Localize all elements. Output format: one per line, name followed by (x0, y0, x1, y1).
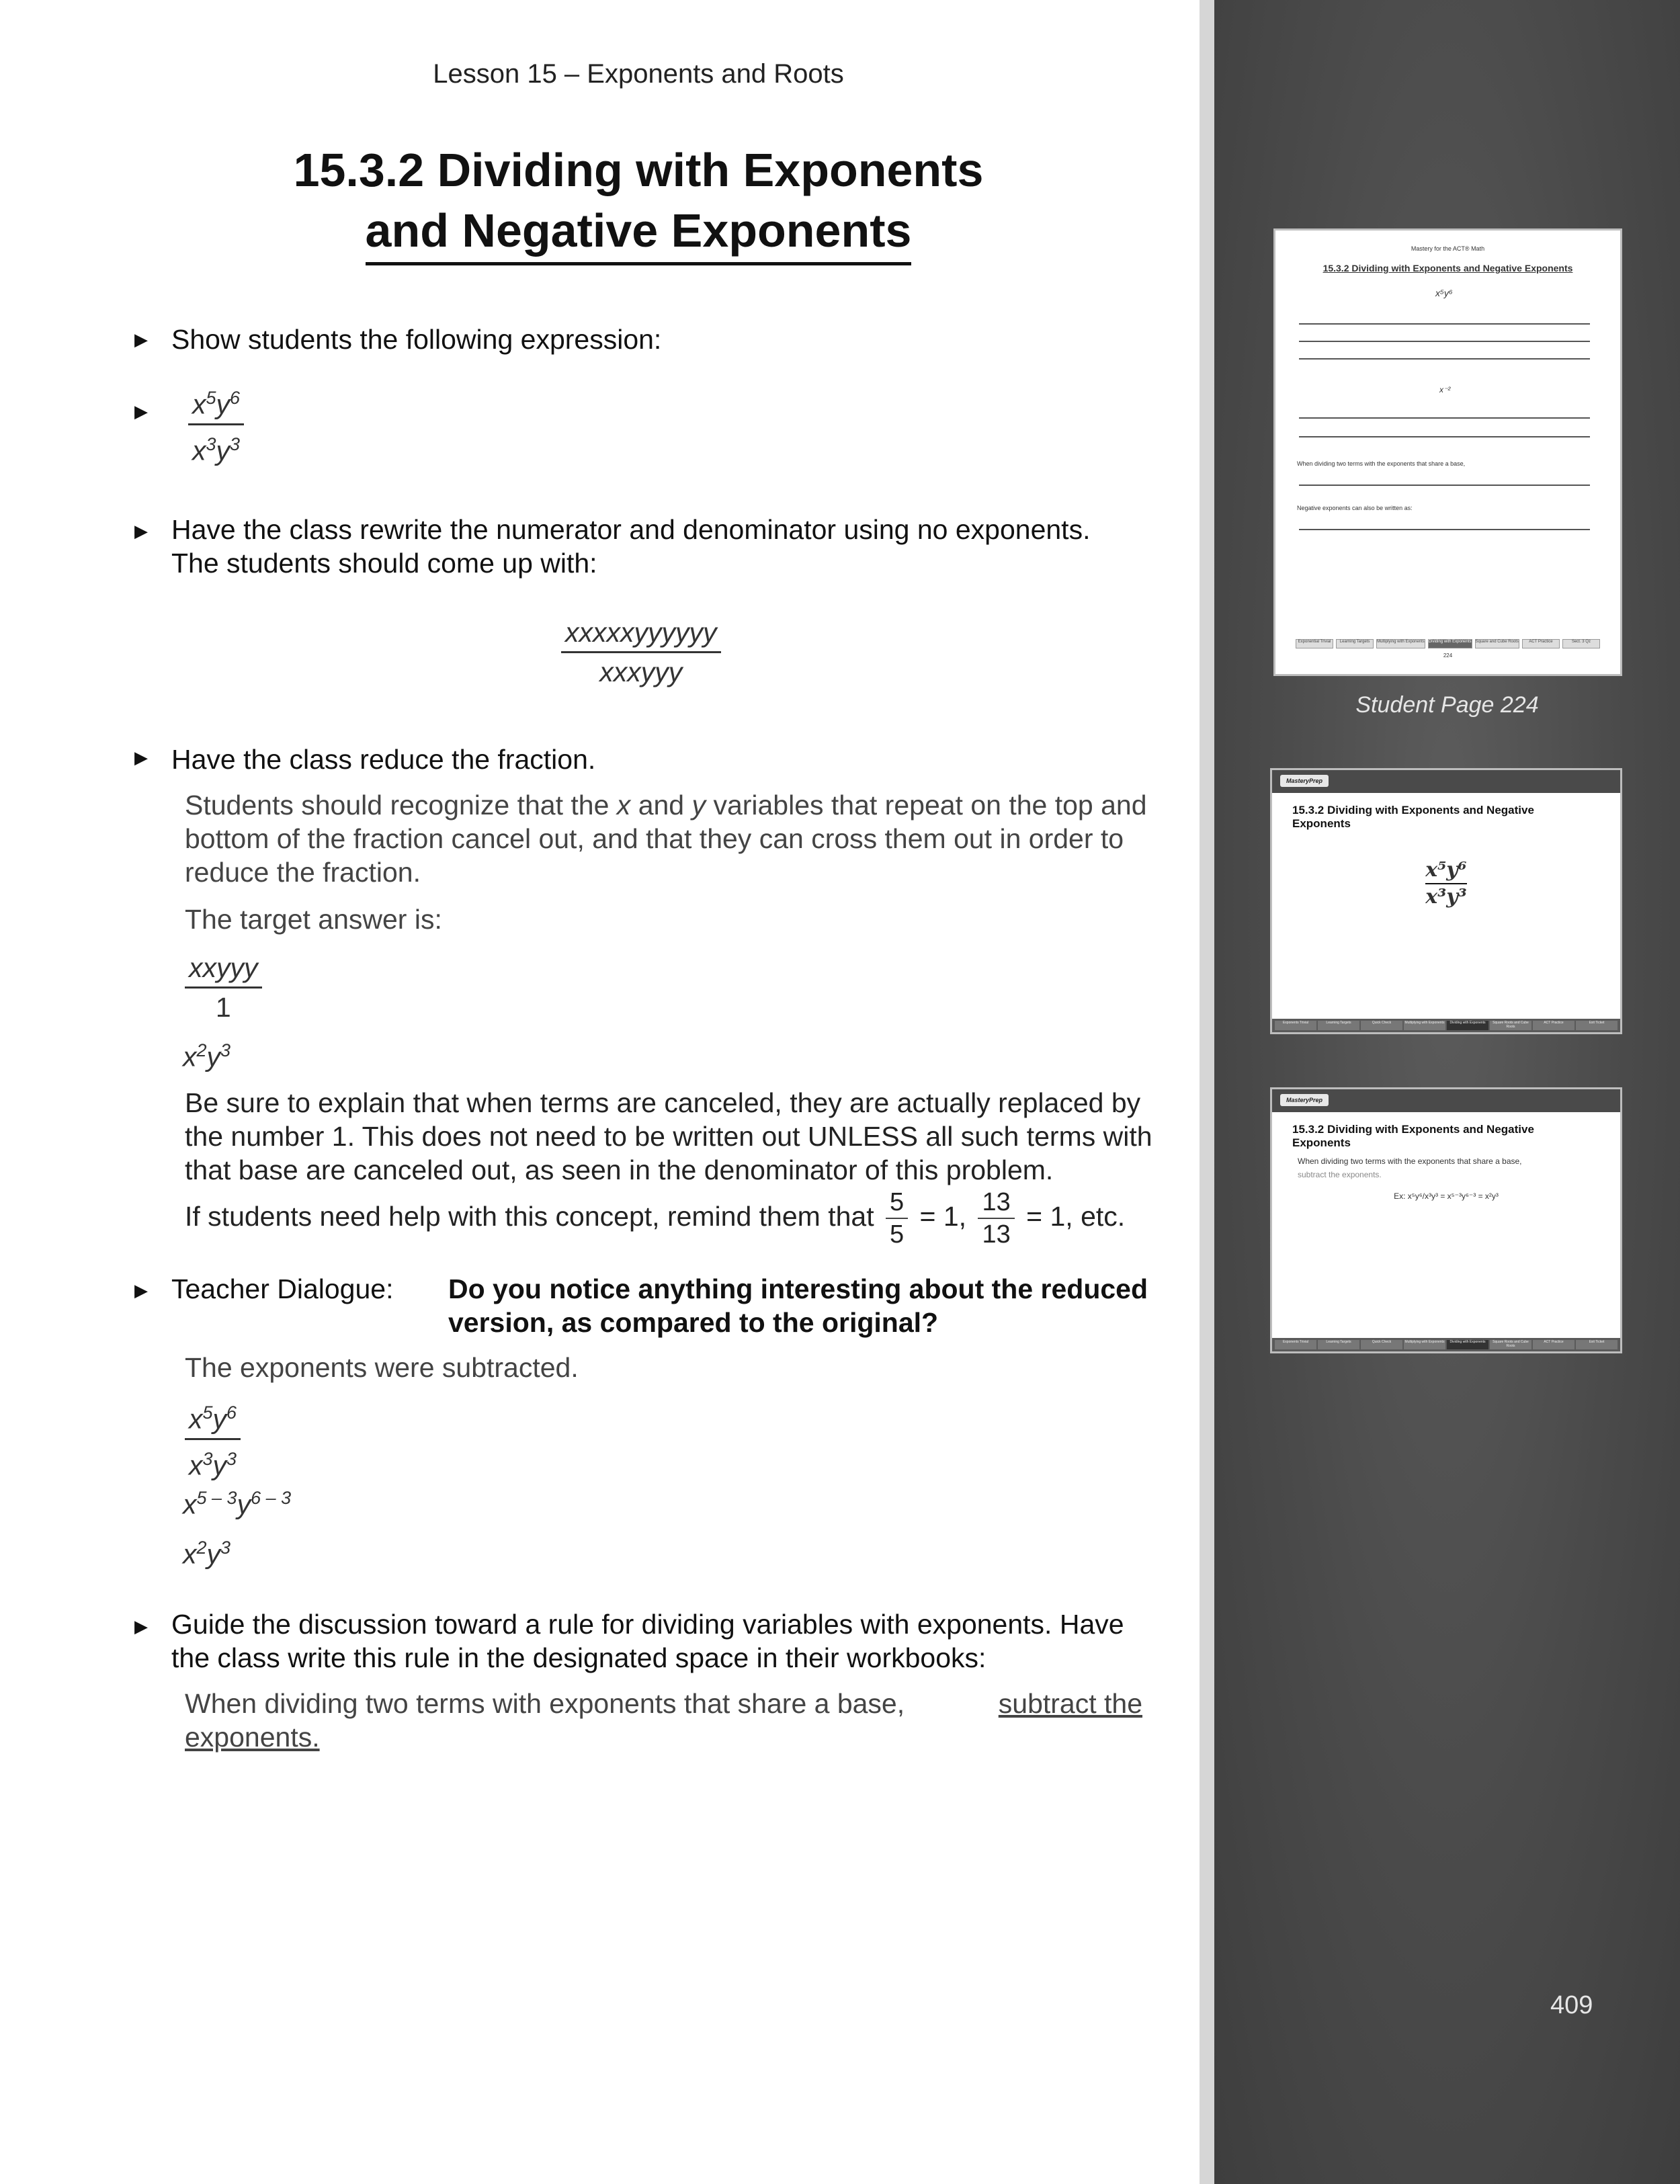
answer-simplified: $x^2y^3$ (183, 1040, 231, 1073)
dialogue-question: version, as compared to the original? (448, 1307, 939, 1338)
rule-text: When dividing two terms with exponents that share a base, subtract the (185, 1688, 1142, 1719)
note-text: The target answer is: (185, 904, 442, 935)
expanded-denominator: xxxyyy (599, 657, 683, 687)
section-title-line1: 15.3.2 Dividing with Exponents (293, 144, 984, 196)
slide-thumbnail-1: MasteryPrep 15.3.2 Dividing with Exponents and Negative Exponents x⁵y⁶ x³y³ Exponents Trivial Learning Targets Quick Check Multiplying with Exponents Dividing with Exponents Square Roots and Cube Roots ACT Practice Exit Ticket (1270, 768, 1622, 1034)
dialogue-label: Teacher Dialogue: (171, 1273, 394, 1304)
bullet-text: the class write this rule in the designated space in their workbooks: (171, 1642, 986, 1673)
answer-fraction: xxyyy 1 (185, 950, 262, 1025)
dialogue-answer: The exponents were subtracted. (185, 1352, 579, 1383)
bullet-arrow-icon: ▶ (134, 747, 148, 767)
bullet-arrow-icon: ▶ (134, 1616, 148, 1636)
mastery-prep-logo-icon: MasteryPrep (1280, 1094, 1329, 1106)
note-text: Students should recognize that the x and y variables that repeat on the top and (185, 790, 1147, 821)
page-number: 409 (1550, 1991, 1593, 2019)
bullet-text: Guide the discussion toward a rule for dividing variables with exponents. Have (171, 1609, 1124, 1640)
bullet-arrow-icon: ▶ (134, 329, 148, 349)
rule-text-underlined: exponents. (185, 1722, 320, 1753)
mastery-prep-logo-icon: MasteryPrep (1280, 775, 1329, 787)
bullet-text: Have the class rewrite the numerator and denominator using no exponents. (171, 514, 1091, 545)
thumb-fraction: x⁵y⁶ (1435, 288, 1453, 298)
bullet-arrow-icon: ▶ (134, 1280, 148, 1300)
slide-nav-tabs: Exponents Trivial Learning Targets Quick Check Multiplying with Exponents Dividing with Exponents Square Roots and Cube Roots ACT Practice Exit Ticket (1272, 1019, 1620, 1032)
student-page-caption: Student Page 224 (1355, 692, 1539, 718)
note-text: that base are canceled out, as seen in the denominator of this problem. (185, 1154, 1054, 1185)
dialogue-result: $x^2y^3$ (183, 1538, 231, 1570)
dialogue-step: $x^{5 - 3}y^{6 - 3}$ (183, 1488, 292, 1520)
note-text: Be sure to explain that when terms are canceled, they are actually replaced by (185, 1087, 1141, 1118)
thumb-nav-tabs: Exponential Trivial Learning Targets Multiplying with Exponents Dividing with Exponents Square and Cube Roots ACT Practice Sect. 3 Qz (1296, 639, 1600, 648)
page-divider (1200, 0, 1214, 2184)
dialogue-question: Do you notice anything interesting about the reduced (448, 1273, 1148, 1304)
bullet-text: Have the class reduce the fraction. (171, 744, 596, 775)
student-page-thumbnail: Mastery for the ACT® Math 15.3.2 Dividing with Exponents and Negative Exponents x⁵y⁶ x⁻² When dividing two terms with the exponents that share a base, Negative exponents can also be written as: Exponential Trivial Learning Targets Multiplying with Exponents Dividing with Exponents Square and Cube Roots ACT Practice Sect. 3 Qz 224 (1273, 228, 1622, 676)
reminder-text: If students need help with this concept, remind them that $\frac{5}{5}$ = 1, $\frac{13}{13}$ = 1, etc. (185, 1188, 1126, 1249)
note-text: bottom of the fraction cancel out, and that they can cross them out in order to (185, 823, 1124, 854)
bullet-text: Show students the following expression: (171, 324, 662, 355)
expanded-numerator: xxxxxyyyyyy (561, 615, 721, 653)
bullet-text: The students should come up with: (171, 548, 597, 579)
lesson-header: Lesson 15 – Exponents and Roots (433, 59, 844, 89)
note-text: reduce the fraction. (185, 857, 421, 888)
slide-thumbnail-2: MasteryPrep 15.3.2 Dividing with Exponents and Negative Exponents When dividing two terms with the exponents that share a base, subtract the exponents. Ex: x⁵y⁶/x³y³ = x⁵⁻³y⁶⁻³ = x²y³ Exponents Trivial Learning Targets Quick Check Multiplying with Exponents Dividing with Exponents Square Roots and Cube Roots ACT Practice Exit Ticket (1270, 1087, 1622, 1353)
section-title-line2: and Negative Exponents (366, 200, 912, 265)
bullet-arrow-icon: ▶ (134, 401, 148, 421)
expression-fraction: $\frac{x^5y^6}{x^3y^3}$ (188, 380, 244, 468)
dialogue-fraction: $\frac{x^5y^6}{x^3y^3}$ (185, 1395, 241, 1482)
expanded-fraction (561, 615, 721, 689)
slide-nav-tabs: Exponents Trivial Learning Targets Quick Check Multiplying with Exponents Dividing with Exponents Square Roots and Cube Roots ACT Practice Exit Ticket (1272, 1338, 1620, 1351)
slide-fraction: x⁵y⁶ x³y³ (1425, 858, 1467, 909)
section-title (0, 140, 1277, 265)
bullet-arrow-icon: ▶ (134, 521, 148, 541)
note-text: the number 1. This does not need to be written out UNLESS all such terms with (185, 1121, 1152, 1152)
